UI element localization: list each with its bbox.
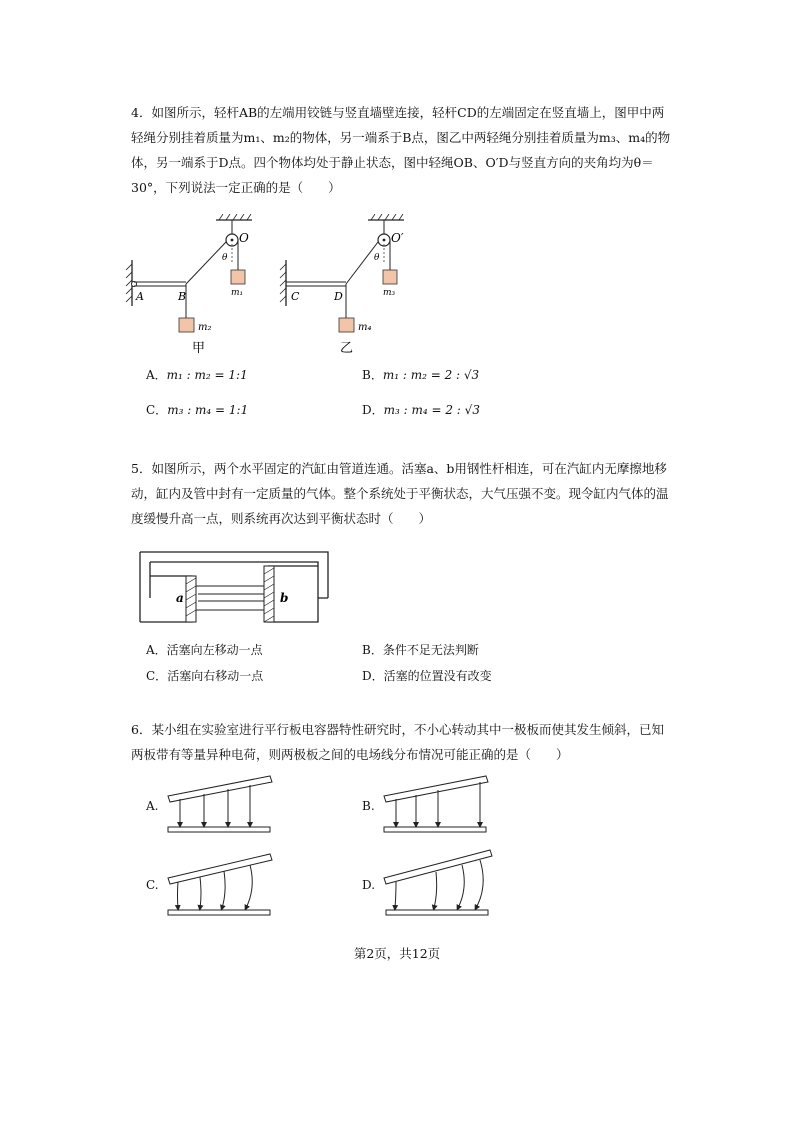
caption-yi: 乙 — [340, 341, 354, 356]
q6-option-d-figure[interactable] — [382, 846, 498, 920]
label-theta-right: θ — [374, 253, 380, 263]
q5-option-a[interactable]: A．活塞向左移动一点 — [146, 643, 263, 657]
label-theta-left: θ — [222, 253, 228, 263]
label-C: C — [291, 290, 300, 303]
q4-option-a[interactable]: A．m₁ : m₂ = 1:1 — [146, 368, 248, 382]
q4-option-b[interactable]: B．m₁ : m₂ = 2 : √3 — [362, 368, 480, 382]
q6-option-b-label[interactable]: B. — [362, 799, 375, 813]
mass-m4-block — [339, 318, 354, 332]
q6-option-c-figure[interactable] — [166, 850, 276, 920]
question-6-text: 6．某小组在实验室进行平行板电容器特性研究时，不小心转动其中一极板而使其发生倾斜，已知两板带有等量异种电荷，则两极板之间的电场线分布情况可能正确的是（ ） — [131, 722, 664, 762]
q6-option-a-label[interactable]: A. — [146, 799, 159, 813]
label-D: D — [334, 290, 343, 303]
q6-option-d-label[interactable]: D. — [362, 878, 376, 892]
question-5-text: 5．如图所示，两个水平固定的汽缸由管道连通。活塞a、b用钢性杆相连，可在汽缸内无摩擦地移动，缸内及管中封有一定质量的气体。整个系统处于平衡状态，大气压强不变。现令缸内气体的温度缓慢升高一点，则系统再次达到平衡状态时（ ） — [131, 461, 669, 526]
label-b: b — [280, 591, 289, 605]
q6-option-c-label[interactable]: C. — [146, 878, 159, 892]
question-4-figure — [120, 214, 440, 359]
label-m2: m₂ — [198, 322, 212, 333]
q5-option-b[interactable]: B．条件不足无法判断 — [362, 643, 479, 657]
question-5-figure — [138, 546, 332, 626]
label-m1: m₁ — [231, 288, 244, 298]
label-m3: m₃ — [383, 288, 396, 298]
q5-option-c[interactable]: C．活塞向右移动一点 — [146, 669, 264, 683]
q4-option-c[interactable]: C．m₃ : m₄ = 1:1 — [146, 403, 249, 417]
mass-m1-block — [231, 270, 245, 284]
label-a: a — [176, 591, 184, 605]
label-O-prime: O′ — [391, 231, 404, 245]
q5-option-d[interactable]: D．活塞的位置没有改变 — [362, 669, 492, 683]
q6-option-b-figure[interactable] — [382, 774, 492, 838]
q6-option-a-figure[interactable] — [166, 774, 276, 838]
q4-option-d[interactable]: D．m₃ : m₄ = 2 : √3 — [362, 403, 480, 417]
mass-m2-block — [179, 318, 194, 332]
label-B: B — [178, 290, 187, 303]
label-O: O — [239, 231, 249, 245]
mass-m3-block — [383, 270, 397, 284]
label-A: A — [136, 290, 144, 303]
label-m4: m₄ — [358, 322, 372, 333]
question-4-text: 4．如图所示，轻杆AB的左端用铰链与竖直墙壁连接，轻杆CD的左端固定在竖直墙上，图甲中两轻绳分别挂着质量为m₁、m₂的物体，另一端系于B点，图乙中两轻绳分别挂着质量为m₃、m₄的物体，另一端系于D点。四个物体均处于静止状态，图中轻绳OB、O′D与竖直方向的夹角均为θ＝30°，下列说法一定正确的是（ ） — [131, 105, 671, 195]
caption-jia: 甲 — [192, 341, 206, 356]
page-footer: 第2页，共12页 — [353, 946, 441, 961]
piston-b — [264, 566, 274, 622]
